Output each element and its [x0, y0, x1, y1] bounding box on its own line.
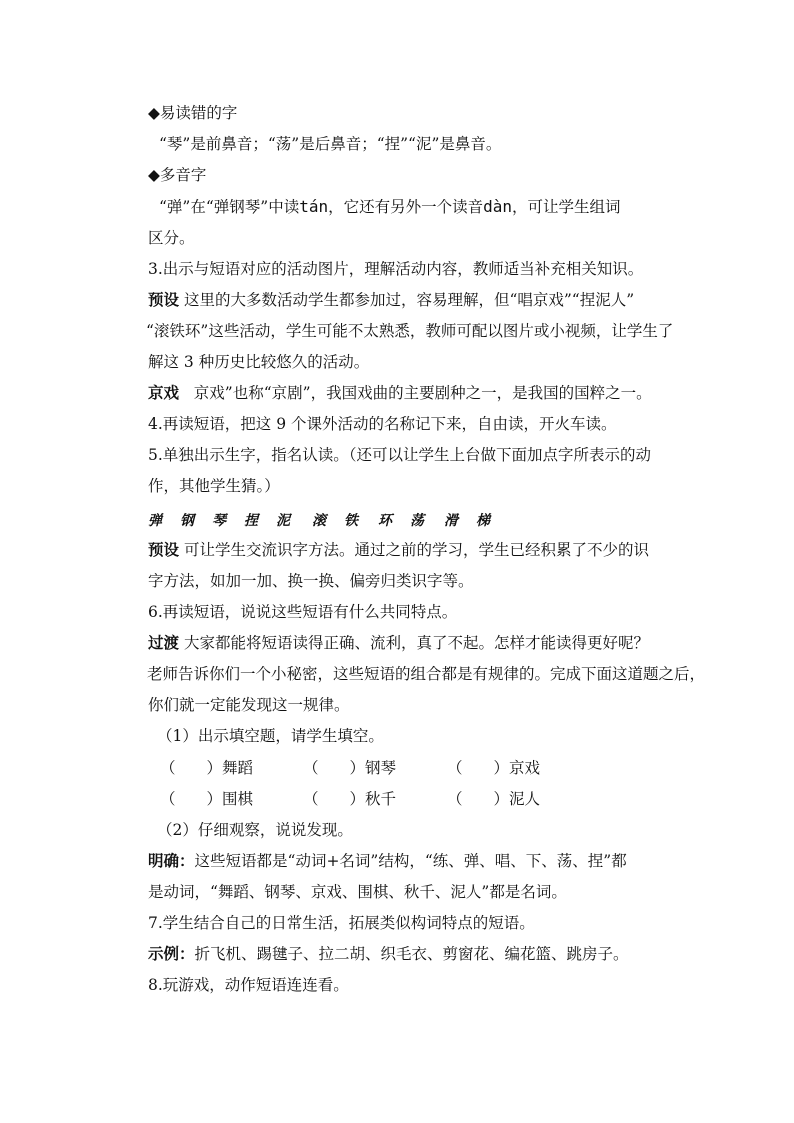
fill-blank-item: （ ）泥人 — [447, 790, 541, 808]
paragraph-line: 老师告诉你们一个小秘密，这些短语的组合都是有规律的。完成下面这道题之后， — [147, 665, 706, 683]
character: 环 — [378, 513, 392, 529]
paragraph-line: 你们就一定能发现这一规律。 — [148, 696, 350, 714]
character: 钢 — [180, 513, 194, 529]
sub-step-1: （1）出示填空题，请学生填空。 — [157, 727, 384, 745]
step-7: 7.学生结合自己的日常生活，拓展类似构词特点的短语。 — [148, 914, 535, 932]
clarification-paragraph — [148, 851, 627, 871]
character: 捏 — [244, 513, 258, 529]
paragraph-line: 解这 3 种历史比较悠久的活动。 — [148, 353, 370, 371]
step-6: 6.再读短语，说说这些短语有什么共同特点。 — [148, 603, 458, 621]
heading-polyphonic: ◆多音字 — [148, 166, 207, 184]
character: 滑 — [444, 513, 458, 529]
paragraph-line: 区分。 — [148, 229, 195, 247]
step-3: 3.出示与短语对应的活动图片，理解活动内容，教师适当补充相关知识。 — [148, 260, 644, 278]
text-segment: 大家都能将短语读得正确、流利，真了不起。怎样才能读得更好呢？ — [183, 634, 649, 652]
paragraph-line: “滚铁环”这些活动，学生可能不太熟悉，教师可配以图片或小视频，让学生了 — [146, 322, 674, 340]
sub-step-2: （2）仔细观察，说说发现。 — [157, 821, 353, 839]
transition-paragraph — [148, 633, 649, 653]
example-label: 示例： — [148, 944, 195, 963]
character: 荡 — [410, 513, 424, 529]
paragraph-line: 作，其他学生猜。） — [148, 477, 280, 495]
text-segment: 这里的大多数活动学生都参加过，容易理解，但“唱京戏”“捏泥人” — [183, 291, 635, 309]
text-segment: ，可让学生组词 — [512, 198, 621, 216]
text-segment: “弹”在“弹钢琴”中读 — [159, 198, 300, 216]
pinyin-dan: dàn — [483, 197, 513, 216]
transition-label: 过渡 — [148, 633, 180, 652]
paragraph-line: 是动词，“舞蹈、钢琴、京戏、围棋、秋千、泥人”都是名词。 — [148, 883, 567, 901]
clarification-label: 明确： — [148, 851, 195, 870]
fill-blank-item: （ ）秋千 — [303, 790, 397, 808]
preset-label: 预设 — [148, 290, 180, 309]
character: 弹 — [148, 513, 162, 529]
pinyin-tan: tán — [299, 197, 329, 216]
note-label: 京戏 — [148, 383, 180, 402]
text-segment: 可让学生交流识字方法。通过之前的学习，学生已经积累了不少的识 — [183, 541, 649, 559]
paragraph-nasal-sounds: “琴”是前鼻音；“荡”是后鼻音；“捏”“泥”是鼻音。 — [159, 135, 502, 153]
preset-label: 预设 — [148, 540, 180, 559]
text-segment: ，它还有另外一个读音 — [328, 198, 484, 216]
character: 梯 — [476, 513, 490, 529]
preset-paragraph-2 — [148, 540, 649, 560]
paragraph-line: 字方法，如加一加、换一换、偏旁归类识字等。 — [148, 572, 474, 590]
fill-blank-item: （ ）钢琴 — [303, 759, 397, 777]
character: 泥 — [276, 513, 290, 529]
preset-paragraph-1 — [148, 290, 634, 310]
character: 琴 — [212, 513, 226, 529]
step-4: 4.再读短语，把这 9 个课外活动的名称记下来，自由读，开火车读。 — [148, 415, 617, 433]
step-8: 8.玩游戏，动作短语连连看。 — [148, 976, 349, 994]
example-paragraph — [148, 944, 629, 964]
paragraph-polyphonic — [159, 197, 621, 217]
character: 滚 — [312, 513, 326, 529]
fill-blank-item: （ ）围棋 — [160, 790, 254, 808]
text-segment: 京戏”也称“京剧”，我国戏曲的主要剧种之一，是我国的国粹之一。 — [193, 384, 652, 402]
character: 铁 — [344, 513, 358, 529]
text-segment: 这些短语都是“动词+名词”结构，“练、弹、唱、下、荡、捏”都 — [194, 852, 627, 870]
text-segment: 折飞机、踢毽子、拉二胡、织毛衣、剪窗花、编花篮、跳房子。 — [194, 945, 629, 963]
fill-blank-item: （ ）舞蹈 — [160, 759, 254, 777]
step-5: 5.单独出示生字，指名认读。（还可以让学生上台做下面加点字所表示的动 — [148, 446, 652, 464]
peking-opera-note — [148, 383, 652, 403]
heading-easy-misread: ◆易读错的字 — [148, 104, 238, 122]
fill-blank-item: （ ）京戏 — [447, 759, 541, 777]
